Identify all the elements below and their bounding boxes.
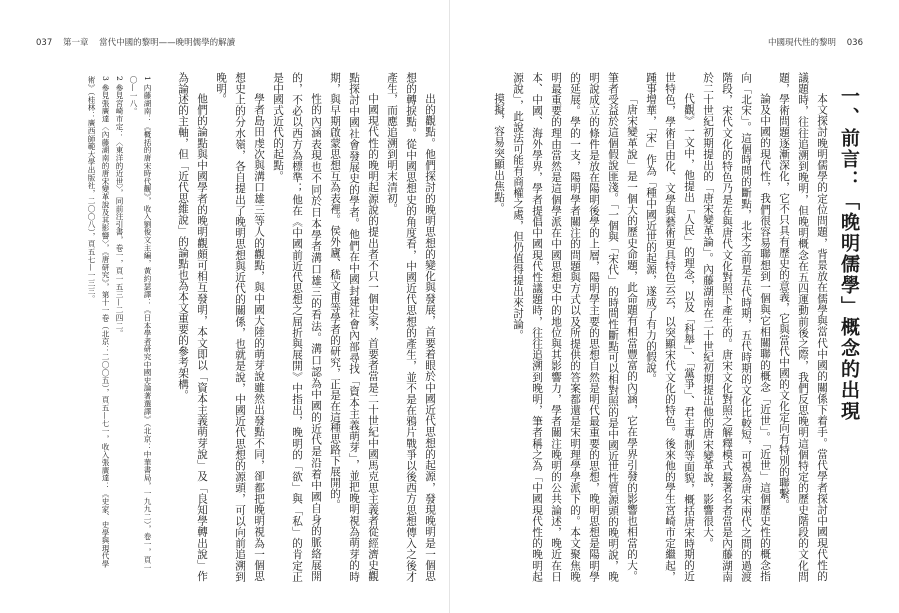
right-paragraph: 代觀》一文中，他提出「人民」的理念，以及「科舉」、「黨爭」、君主專制等面貌，概括唐宋時期的近世特色，學術自由化、文學與藝術更具特色云云，以突顯宋代文化的特色。後來他的學生宮崎市定繼起，踵事增華，「宋」作為「種中國近世的起源，遂成了有力的假說。 bbox=[645, 72, 695, 582]
chapter-title: 當代中國的黎明——晚明儒學的解讀 bbox=[99, 38, 236, 48]
book-running-title: 中國現代性的黎明 bbox=[768, 38, 837, 48]
right-page bbox=[450, 0, 899, 613]
chapter-label: 第一章 bbox=[62, 38, 89, 48]
right-paragraph: 本文探討晚明儒學的定位問題，背景放在儒學與當代中國的關係下着手。當代學者探討中國現代性的議題時，往往追溯到晚明，但晚明概念在五四運動前後之際，我們反思晚明這個特定的歷史階段的文化問題，學術問題逐漸深化，它不只具有歷史的意義，它與當代中國的文化定向有特別的聯繫。 bbox=[778, 72, 828, 582]
footnote: 3 參見張廣達〈內藤湖南的唐宋變革說及其影響〉，《唐研究》，第十一卷（北京：二〇〇五），頁五—七一，收入張廣達：《史家、史學與現代學術》（桂林：廣西師範大學出版社，二〇〇八），頁五七—一三三。 bbox=[87, 76, 110, 568]
left-page-number: 037 bbox=[36, 38, 53, 48]
left-paragraph: 學者島田虔次與溝口雄三等人的觀點，與中國大陸的萌芽說雖然出發點不同，卻都把晚明視為一個思想史上的分水嶺，各自提出了晚明思想與近代的關係，也就是說，中國近代思想的源頭，可以向前追溯到晚明。 bbox=[215, 72, 265, 582]
left-page bbox=[0, 0, 449, 613]
footnotes bbox=[36, 76, 154, 576]
right-paragraph: 摸擬，容易突顯出焦點。 bbox=[493, 93, 505, 214]
footnote: 2 參見宮崎市定：〈東洋的近世〉，同前注引書，卷一，頁一五三—二四二。 bbox=[115, 76, 124, 338]
left-paragraph: 出的觀點。他們探討的晚明思想的變化與發展，首要着眼於中國近代思想的起源，發現晚明是一個思想的轉捩點。從中國思想史的角度看，中國近代思想的產生，並不是在鴉片戰爭以後西方思想傳入之後才產生，而應追溯到明末清初。 bbox=[386, 72, 436, 582]
right-page-number: 036 bbox=[846, 38, 863, 48]
section-title: 一、前言：「晚明儒學」概念的出現 bbox=[838, 86, 860, 422]
right-body-text bbox=[486, 72, 831, 582]
footnote: 1 内藤湖南：《概括的唐宋時代觀》，收入劉俊文主編，黃約瑟譯：《日本學者研究中國史論著選譯》（北京：中華書局，一九九二），卷一，頁一〇—一八。 bbox=[129, 76, 152, 572]
left-paragraph: 性的內涵表現也不同於日本學者溝口雄三的看法。溝口認為中國的近代是沿着中國自身的脈絡展開的，不必以西方為標準；他在《中國前近代思想之屈折與展開》中指出，晚明的「欲」與「私」的肯定正是中國式近代的起點。 bbox=[272, 72, 322, 582]
right-paragraph: 論及中國的現代性，我們很容易聯想到一個與它相關聯的概念「近世」。「近世」這個歷史性的概念指向「北宋」。這個時間的斷點，北宋之前是五代時期，五代時期的文化比較短，可視為唐宋兩代之間的過渡階段，宋代文化的特色乃是在與唐代文化對照下產生的。唐宋文化對照之解釋模式最著名者當是內藤湖南於二十世紀初期提出的「唐宋變革論」。內藤湖南在二十世紀初期提出他的唐宋變革說，影響很大。 bbox=[702, 72, 771, 582]
left-paragraph: 他們的論點與中國學者的晚明觀頗可相互發明，本文即以「資本主義萌芽說」及「良知學轉出說」作為論述的主軸，但「近代思維說」的論點也為本文重要的參考架構。 bbox=[177, 72, 208, 582]
left-paragraph: 中國現代性的晚明起源說的提出者不只一個史家，首要者當是二十世紀中國馬克思主義者從經濟史觀點探討中國社會發展史的學者。他們在中國封建社會內部尋找「資本主義萌芽」，並把晚明視為萌芽的時期，與早期啟蒙思想互為表裡。侯外廬、嵇文甫等學者的研究，正是在這種思路下展開的。 bbox=[329, 72, 379, 582]
right-paragraph: 「唐宋變革說」是一個大的歷史命題，此命題有相當豐富的內涵，它在學界引發的影響也相當的大。筆者受益於這個假說匪淺。「一個與「宋代」的時間性斷點可以相對照的是中國近世性質源頭的晚明說，晚明說成立的條件是放在陽明後學的上層，陽明學主要的思想自然是明代最重要的思想，晚明思想是陽明學的延展。學的一支，陽明學者關注的問題與方式以及所提供的答案都還是宋明理學學派下的。本文聚焦晚明最重要的理由當然是這個學派在中國思想史中的地位與其影響力，學者關注晚明的公共論述，晚近在日本、中國、海外學界，學者提倡中國現代性議題時，往往追溯到晚明，筆者稱之為「中國現代性的晚明起源說」，此說法可能有商權之處，但仍值得提出來討論。 bbox=[512, 72, 638, 582]
right-running-head bbox=[768, 36, 863, 48]
left-body-text bbox=[177, 72, 439, 582]
left-running-head bbox=[36, 36, 243, 48]
